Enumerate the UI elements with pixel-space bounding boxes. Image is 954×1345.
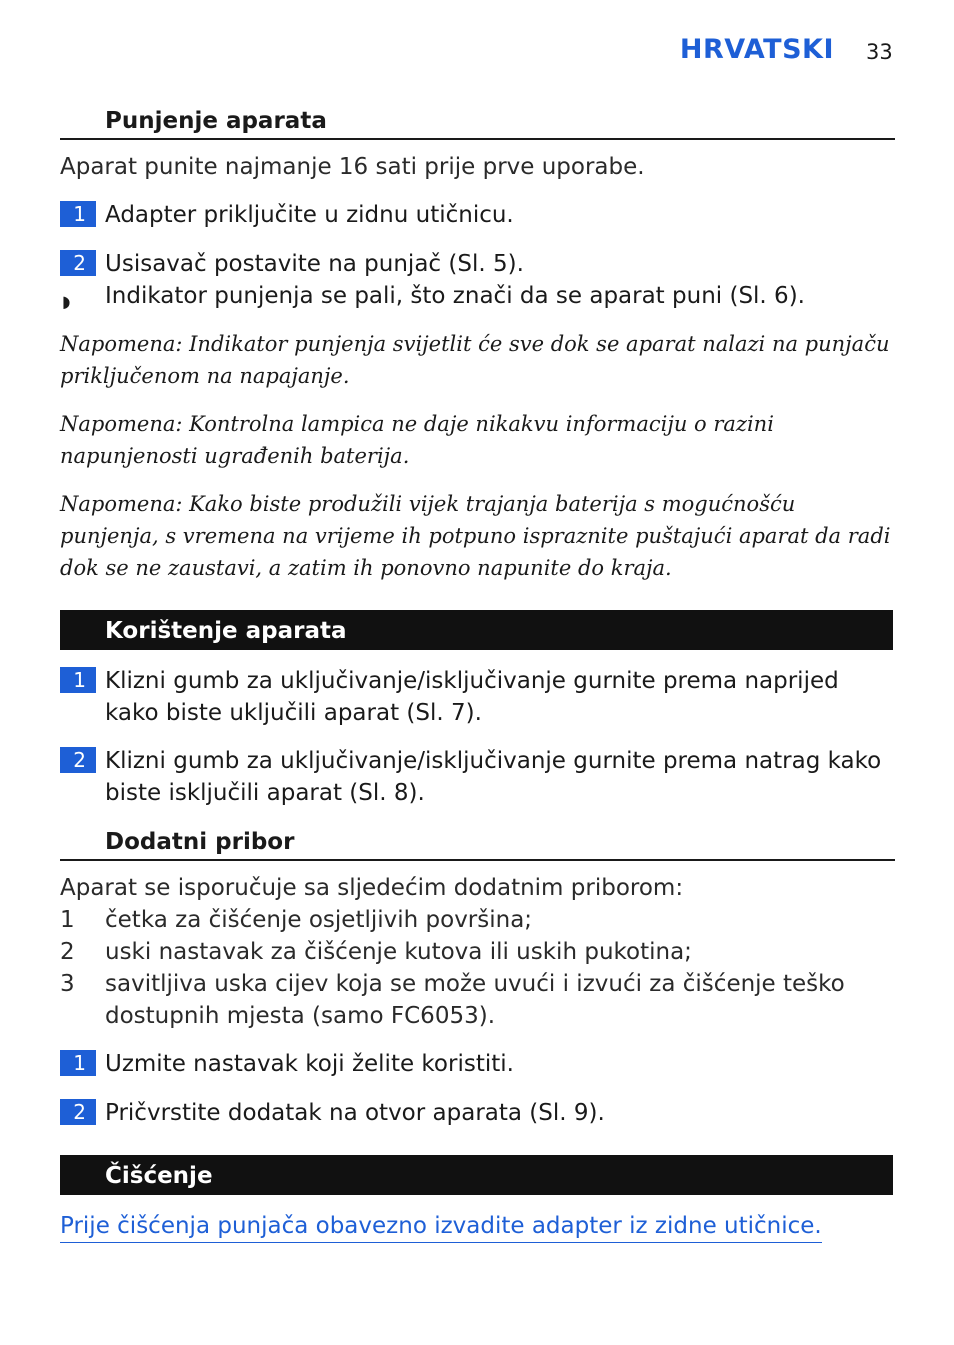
charging-result xyxy=(60,280,895,312)
using-step-1 xyxy=(60,665,895,729)
step-number-badge: 2 xyxy=(60,250,96,276)
section-heading-cleaning xyxy=(60,1155,893,1195)
charging-step-1 xyxy=(60,199,895,231)
accessories-intro: Aparat se isporučuje sa sljedećim dodatnim priborom: xyxy=(60,875,684,901)
charging-step-2 xyxy=(60,248,895,280)
section-title: Punjenje aparata xyxy=(105,108,327,134)
accessories-step-1 xyxy=(60,1048,895,1080)
section-heading-using xyxy=(60,610,893,650)
using-step-2 xyxy=(60,745,895,809)
step-text: Adapter priključite u zidnu utičnicu. xyxy=(105,202,514,228)
section-heading-accessories xyxy=(60,823,895,861)
item-number: 2 xyxy=(60,939,75,965)
result-bullet-icon: ◗ xyxy=(62,292,71,311)
step-number-badge: 1 xyxy=(60,1050,96,1076)
note-3: Napomena: Kako biste produžili vijek trajanja baterija s mogućnošću punjenja, s vremena na vrijeme ih potpuno ispraznite puštajući aparat da radi dok se ne zaustavi, a zatim ih ponovno napunite do kraja. xyxy=(60,492,891,580)
step-text: Klizni gumb za uključivanje/isključivanje gurnite prema naprijed kako biste uključili aparat (Sl. 7). xyxy=(105,668,839,726)
step-number-badge: 2 xyxy=(60,747,96,773)
accessories-step-2 xyxy=(60,1097,895,1129)
section-heading-charging xyxy=(60,102,895,140)
step-number-badge: 2 xyxy=(60,1099,96,1125)
cleaning-warning: Prije čišćenja punjača obavezno izvadite adapter iz zidne utičnice. xyxy=(60,1210,822,1243)
step-text: Pričvrstite dodatak na otvor aparata (Sl. 9). xyxy=(105,1100,605,1126)
step-number-badge: 1 xyxy=(60,667,96,693)
language-label: HRVATSKI xyxy=(679,34,834,65)
section-title: Dodatni pribor xyxy=(105,829,295,855)
result-text: Indikator punjenja se pali, što znači da se aparat puni (Sl. 6). xyxy=(105,283,805,309)
item-text: savitljiva uska cijev koja se može uvući i izvući za čišćenje teško dostupnih mjesta (samo FC6053). xyxy=(105,971,845,1029)
note-2: Napomena: Kontrolna lampica ne daje nikakvu informaciju o razini napunjenosti ugrađenih baterija. xyxy=(60,412,774,468)
note-1: Napomena: Indikator punjenja svijetlit će sve dok se aparat nalazi na punjaču priključenom na napajanje. xyxy=(60,332,890,388)
item-number: 1 xyxy=(60,907,75,933)
step-text: Klizni gumb za uključivanje/isključivanje gurnite prema natrag kako biste isključili aparat (Sl. 8). xyxy=(105,748,882,806)
charging-intro: Aparat punite najmanje 16 sati prije prve uporabe. xyxy=(60,154,645,180)
section-title: Čišćenje xyxy=(105,1163,213,1189)
item-text: uski nastavak za čišćenje kutova ili uskih pukotina; xyxy=(105,939,692,965)
step-text: Uzmite nastavak koji želite koristiti. xyxy=(105,1051,514,1077)
step-text: Usisavač postavite na punjač (Sl. 5). xyxy=(105,251,524,277)
item-number: 3 xyxy=(60,971,75,997)
accessory-item xyxy=(60,936,895,968)
accessory-item xyxy=(60,968,895,1032)
accessory-item xyxy=(60,904,895,936)
step-number-badge: 1 xyxy=(60,201,96,227)
item-text: četka za čišćenje osjetljivih površina; xyxy=(105,907,533,933)
section-title: Korištenje aparata xyxy=(105,618,347,644)
page-number: 33 xyxy=(866,40,893,64)
